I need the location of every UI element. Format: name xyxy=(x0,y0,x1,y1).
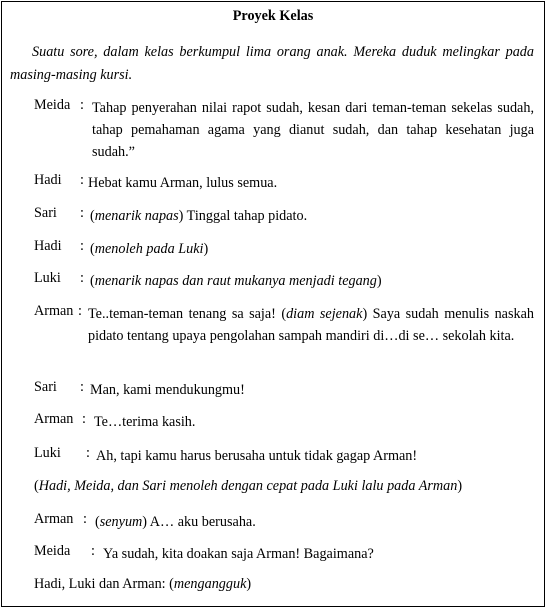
speaker-name: Arman xyxy=(34,511,74,527)
speaker-colon: : xyxy=(91,543,95,559)
spoken-text: Tahap penyerahan nilai rapot sudah, kesan dari teman-teman sekelas sudah, tahap pemahaman agama yang dianut sudah, dan tahap kesehatan juga sudah.” xyxy=(92,100,534,160)
spoken-text: Ya sudah, kita doakan saja Arman! Bagaimana? xyxy=(103,546,374,562)
closing-part: mengangguk xyxy=(173,576,247,592)
speaker-name: Sari xyxy=(34,379,57,395)
closing-line xyxy=(34,576,251,593)
speaker-colon: : xyxy=(80,379,84,395)
spoken-text: ) xyxy=(203,241,209,257)
speaker-name: Luki xyxy=(34,270,61,286)
speaker-colon: : xyxy=(86,445,90,461)
speaker-name: Meida xyxy=(34,97,71,113)
closing-part: ) xyxy=(246,576,252,592)
speaker-name: Meida xyxy=(34,543,71,559)
intro-paragraph: Suatu sore, dalam kelas berkumpul lima orang anak. Mereka duduk melingkar pada masing-masing kursi. xyxy=(10,44,534,83)
stage-direction-part: Hadi, Meida, dan Sari menoleh dengan cepat pada Luki lalu pada Arman xyxy=(38,478,458,494)
speaker-colon: : xyxy=(80,238,84,254)
stage-direction-part: ) xyxy=(457,478,463,494)
spoken-text: ) xyxy=(376,273,382,289)
stage-note: menarik napas dan raut mukanya menjadi tegang xyxy=(94,273,377,289)
dialogue-text xyxy=(103,543,534,565)
dialogue-text xyxy=(90,379,534,401)
spoken-text: ) A… aku berusaha. xyxy=(142,514,256,530)
stage-note: menarik napas xyxy=(94,208,179,224)
dialogue-text xyxy=(92,97,534,163)
spoken-text: Te…terima kasih. xyxy=(94,414,196,430)
stage-note: menoleh pada Luki xyxy=(94,241,204,257)
spoken-text: Ah, tapi kamu harus berusaha untuk tidak gagap Arman! xyxy=(96,448,418,464)
spoken-text: Man, kami mendukungmu! xyxy=(90,382,245,398)
document-title: Proyek Kelas xyxy=(232,8,314,24)
dialogue-text xyxy=(90,238,534,260)
speaker-name: Arman xyxy=(34,411,74,427)
dialogue-text xyxy=(96,445,534,467)
stage-direction xyxy=(34,478,462,495)
spoken-text: Te..teman-teman tenang sa saja! ( xyxy=(88,306,287,322)
spoken-text: ( xyxy=(90,241,95,257)
stage-direction-part: ( xyxy=(34,478,39,494)
spoken-text: ) Saya sudah menulis naskah pidato tentang upaya pengolahan sampah mandiri di…di se… sekolah kita. xyxy=(88,306,534,344)
dialogue-text xyxy=(95,511,534,533)
stage-note: diam sejenak xyxy=(286,306,363,322)
speaker-colon: : xyxy=(82,411,86,427)
speaker-colon: : xyxy=(80,205,84,221)
speaker-colon: : xyxy=(80,172,84,188)
speaker-name: Hadi xyxy=(34,172,62,188)
spoken-text: ( xyxy=(90,273,95,289)
dialogue-text xyxy=(90,205,534,227)
dialogue-text xyxy=(88,172,534,194)
speaker-name: Arman xyxy=(34,303,74,319)
spoken-text: ( xyxy=(90,208,95,224)
spoken-text: Hebat kamu Arman, lulus semua. xyxy=(88,175,278,191)
speaker-colon: : xyxy=(83,511,87,527)
speaker-colon: : xyxy=(80,97,84,113)
speaker-name: Hadi xyxy=(34,238,62,254)
document-page xyxy=(1,1,545,607)
closing-part: Hadi, Luki dan Arman: ( xyxy=(34,576,174,592)
dialogue-text xyxy=(94,411,534,433)
speaker-name: Luki xyxy=(34,445,61,461)
speaker-name: Sari xyxy=(34,205,57,221)
stage-note: senyum xyxy=(99,514,143,530)
speaker-colon: : xyxy=(78,303,82,319)
spoken-text: ) Tinggal tahap pidato. xyxy=(178,208,308,224)
speaker-colon: : xyxy=(80,270,84,286)
dialogue-text xyxy=(88,303,534,347)
dialogue-text xyxy=(90,270,534,292)
spoken-text: ( xyxy=(95,514,100,530)
